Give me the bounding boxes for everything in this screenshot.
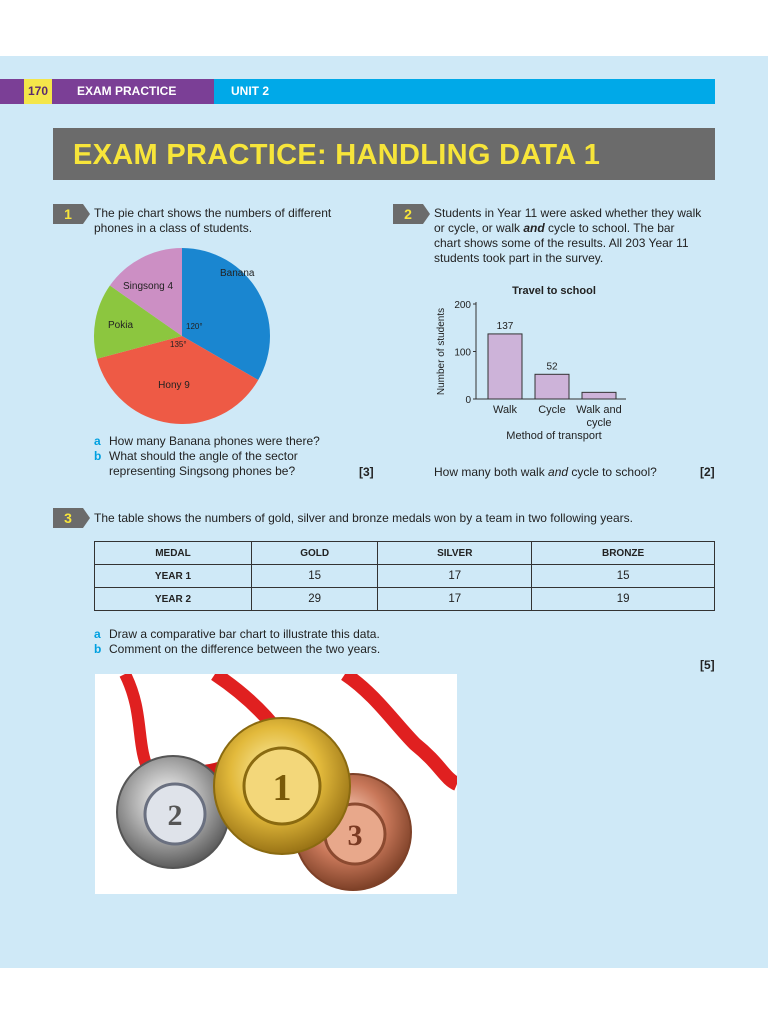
question-3-number: 3 [53,508,83,528]
table-cell: YEAR 1 [95,565,252,588]
table-cell: 15 [532,565,715,588]
question-2-marks: [2] [700,465,715,479]
part-a-text: Draw a comparative bar chart to illustrate this data. [109,627,380,641]
page-background [0,56,768,968]
section-label: EXAM PRACTICE [52,79,214,104]
part-b-label: b [94,449,102,463]
bar-data-label: 52 [546,361,558,373]
silver-medal-number: 2 [167,799,183,832]
header-accent [0,79,24,104]
part-a-text: How many Banana phones were there? [109,434,320,448]
bar-1 [535,374,569,399]
table-cell: YEAR 2 [95,588,252,611]
question-2-question-part: How many both walk [434,465,549,479]
question-1-marks: [3] [359,465,374,479]
part-a-label: a [94,434,101,448]
table-header: SILVER [378,542,532,565]
table-cell: 17 [378,588,532,611]
ribbon-shape [125,674,150,774]
y-tick-label: 0 [465,395,471,406]
medals-photo [95,674,457,894]
question-2-text-line: students took part in the survey. [434,251,604,265]
part-b-text-cont: representing Singsong phones be? [109,464,296,478]
question-1-text-line: The pie chart shows the numbers of different [94,206,332,220]
question-1-text [94,206,374,236]
y-tick-label: 100 [454,347,471,359]
question-2-text [434,206,724,266]
table-cell: 17 [378,565,532,588]
question-3-marks: [5] [700,658,715,672]
bronze-medal-number: 3 [347,819,363,852]
table-header: BRONZE [532,542,715,565]
y-tick-label: 200 [454,300,471,311]
pie-angle-label: 135° [170,340,187,349]
bar-0 [488,334,522,399]
pie-slice-label: Hony 9 [158,380,190,391]
part-b-text: Comment on the difference between the two years. [109,642,381,656]
part-b-label: b [94,642,102,656]
table-cell: 29 [251,588,377,611]
question-2-text-line: chart shows some of the results. All 203 Year 11 [434,236,689,250]
pie-slice-label: Banana [220,268,255,279]
table-cell: 15 [251,565,377,588]
pie-chart [88,248,278,424]
question-2-question-emphasis: and [548,465,569,479]
question-3-text: The table shows the numbers of gold, silver and bronze medals won by a team in two following years. [94,511,633,525]
chart-title: Travel to school [512,285,596,297]
gold-medal-number: 1 [272,767,292,809]
pie-angle-label: 120° [186,322,203,331]
question-2-text-part: cycle to school. The bar [544,221,675,235]
question-2-question [434,465,657,480]
table-cell: 19 [532,588,715,611]
question-2-emphasis: and [523,221,545,235]
question-1-number: 1 [53,204,83,224]
unit-label: UNIT 2 [214,79,715,104]
bar-data-label: 137 [496,320,514,332]
x-tick-label: cycle [586,417,612,429]
table-header: GOLD [251,542,377,565]
table-row [95,565,715,588]
table-row [95,588,715,611]
bar-2 [582,392,616,399]
medals-table [94,541,715,611]
pie-slice-label: Singsong 4 [123,281,174,292]
pie-slice-label: Pokia [108,320,134,331]
bar-chart-marks [436,285,626,442]
table-header: MEDAL [95,542,252,565]
x-axis-label: Method of transport [506,430,602,442]
table-header-row [95,542,715,565]
medals-illustration [95,674,457,894]
part-b-text: What should the angle of the sector [109,449,298,463]
question-2-text-part: or cycle, or walk [434,221,524,235]
question-1-text-line: phones in a class of students. [94,221,253,235]
page-title: EXAM PRACTICE: HANDLING DATA 1 [53,128,715,180]
part-a-label: a [94,627,101,641]
question-2-text-line: Students in Year 11 were asked whether they walk [434,206,702,220]
question-3-parts [94,627,494,657]
page-number: 170 [24,79,52,104]
bar-chart [430,284,640,444]
question-2-number: 2 [393,204,423,224]
question-2-question-part: cycle to school? [568,465,657,479]
y-axis-label: Number of students [436,307,447,396]
x-tick-label: Walk [492,404,518,416]
x-tick-label: Walk and [576,404,622,416]
x-tick-label: Cycle [538,404,566,416]
question-1-parts [94,434,394,479]
ribbon-shape [345,674,457,784]
